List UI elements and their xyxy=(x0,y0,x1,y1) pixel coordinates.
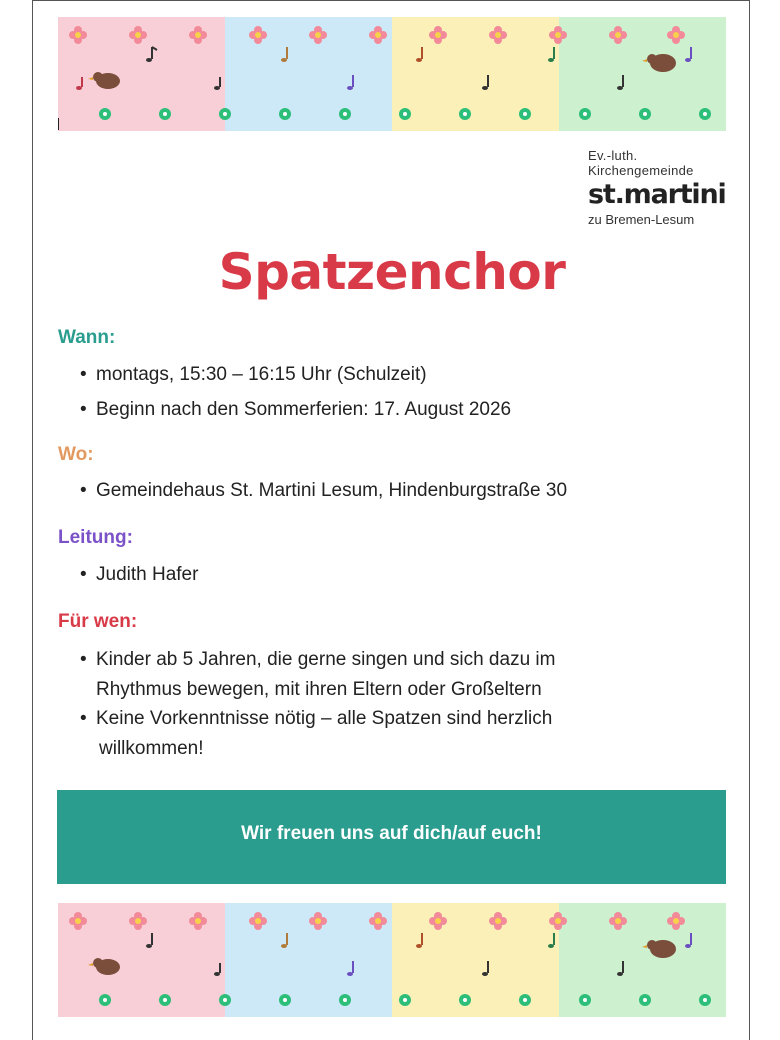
bullet: • xyxy=(80,649,87,670)
list-item xyxy=(80,360,680,390)
page-frame-left xyxy=(32,0,33,1040)
banner-illustration xyxy=(58,17,726,131)
banner-panel-yellow xyxy=(392,17,559,131)
page-frame-right xyxy=(749,0,750,1040)
page-title: Spatzenchor xyxy=(218,243,566,301)
welcome-text: Wir freuen uns auf dich/auf euch! xyxy=(241,823,542,844)
bullet: • xyxy=(80,564,87,585)
list-item-text: Judith Hafer xyxy=(96,564,199,585)
logo-line-3: zu Bremen-Lesum xyxy=(588,212,695,227)
banner-panel-yellow xyxy=(392,903,559,1017)
logo-brand: st.martini xyxy=(588,179,726,210)
welcome-banner xyxy=(57,790,726,884)
list-item xyxy=(80,645,680,705)
list-item-text: Beginn nach den Sommerferien: 17. August 2026 xyxy=(96,399,512,420)
heading-fuer-wen: Für wen: xyxy=(58,611,138,632)
bullet: • xyxy=(80,399,87,420)
decorative-banner-bottom xyxy=(58,903,726,1017)
list-item xyxy=(80,560,680,590)
church-logo xyxy=(588,148,728,228)
list-item xyxy=(80,704,680,764)
list-item-text-line-1: Kinder ab 5 Jahren, die gerne singen und sich dazu im xyxy=(96,649,556,670)
list-item-text: montags, 15:30 – 16:15 Uhr (Schulzeit) xyxy=(96,364,427,385)
list-item-text: Gemeindehaus St. Martini Lesum, Hindenburgstraße 30 xyxy=(96,480,568,501)
bullet: • xyxy=(80,708,87,729)
heading-wann: Wann: xyxy=(58,327,116,348)
text-cursor xyxy=(58,118,59,130)
bullet: • xyxy=(80,480,87,501)
list-item-text-line-1: Keine Vorkenntnisse nötig – alle Spatzen sind herzlich xyxy=(96,708,553,729)
list-item xyxy=(80,395,680,425)
bullet: • xyxy=(80,364,87,385)
list-item-text-line-2: Rhythmus bewegen, mit ihren Eltern oder Großeltern xyxy=(96,679,542,700)
heading-leitung: Leitung: xyxy=(58,527,133,548)
list-item xyxy=(80,476,680,506)
logo-line-1: Ev.-luth. xyxy=(588,148,638,163)
decorative-banner-top xyxy=(58,17,726,131)
page-frame-top xyxy=(32,0,750,1)
list-item-text-line-2: willkommen! xyxy=(99,738,204,759)
banner-illustration xyxy=(58,903,726,1017)
logo-line-2: Kirchengemeinde xyxy=(588,163,694,178)
heading-wo: Wo: xyxy=(58,444,94,465)
